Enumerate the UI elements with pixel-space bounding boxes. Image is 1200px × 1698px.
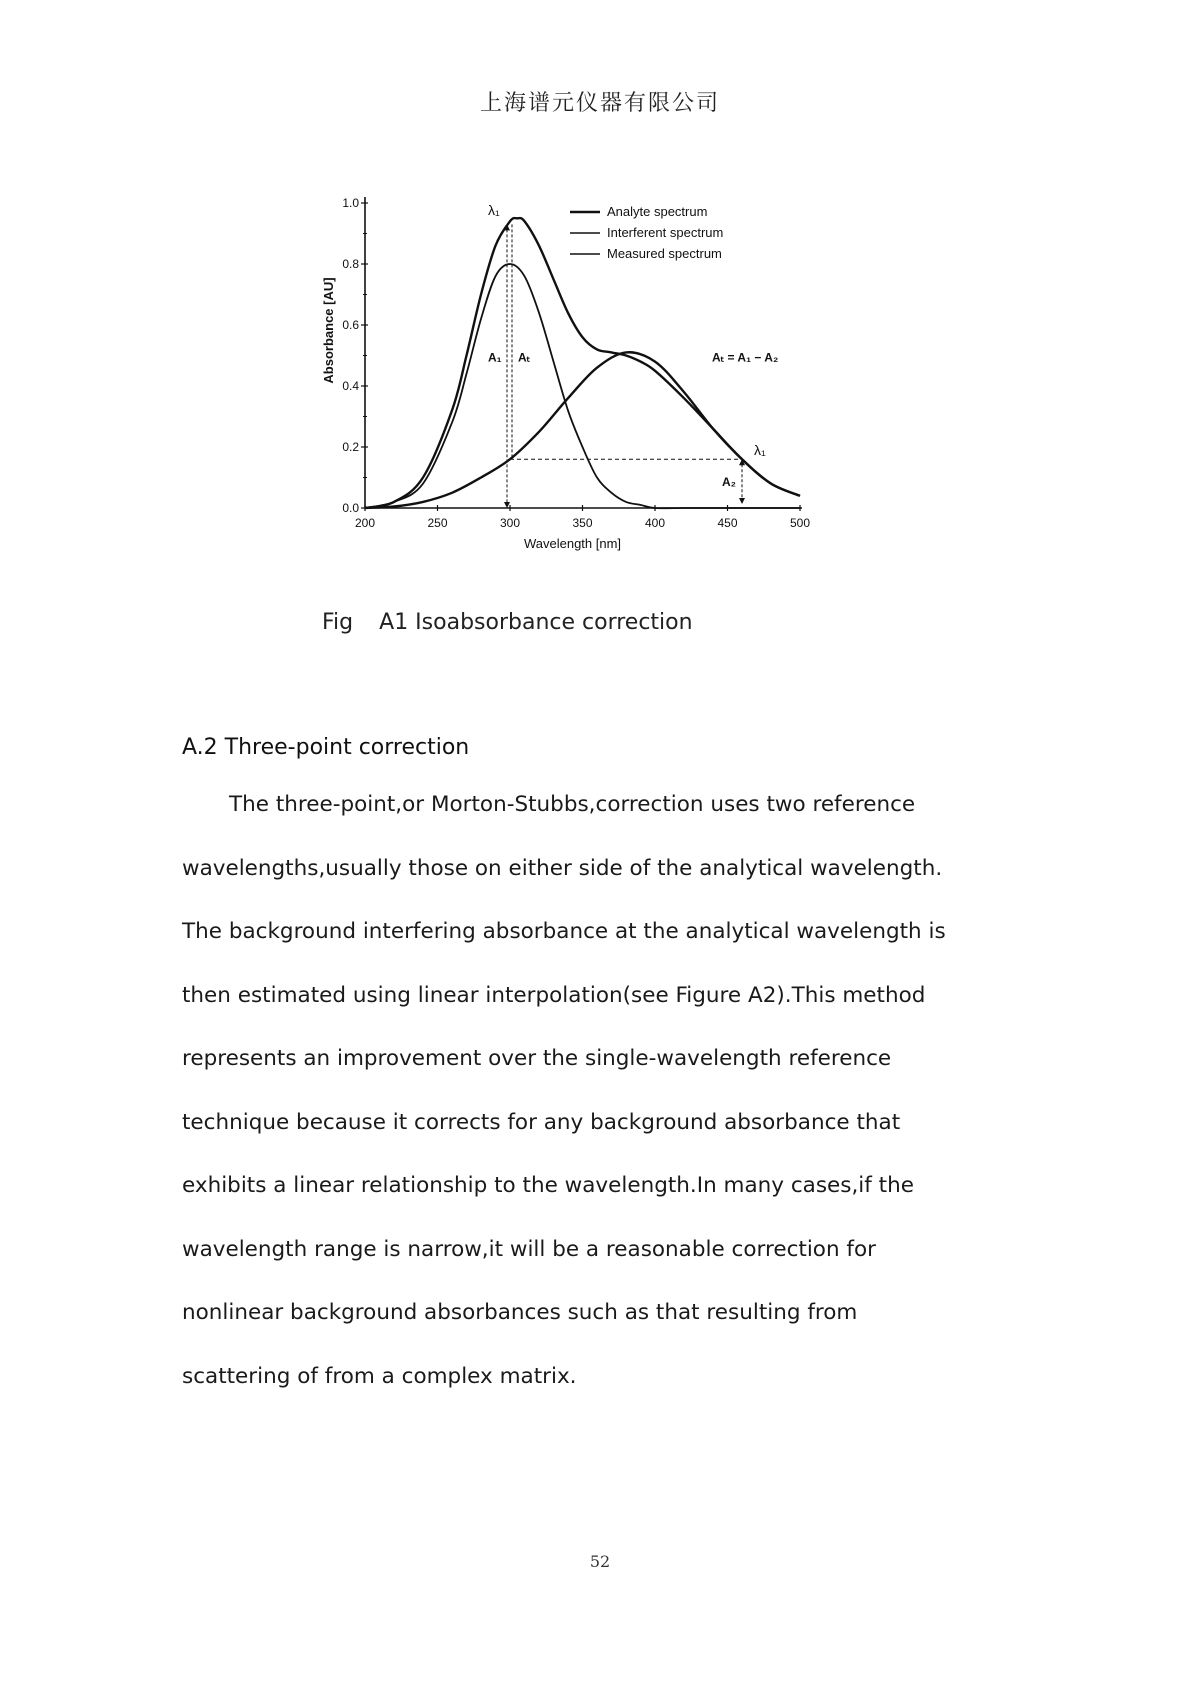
y-tick-label: 0.0 <box>342 501 359 515</box>
page-header-title: 上海谱元仪器有限公司 <box>479 91 720 116</box>
y-tick-label: 1.0 <box>342 196 359 210</box>
x-tick-label: 450 <box>717 516 738 530</box>
absorbance-chart <box>320 190 880 570</box>
figure-caption-text: A1 Isoabsorbance correction <box>379 610 693 635</box>
x-tick-label: 250 <box>427 516 448 530</box>
series-line-interferent-spectrum <box>365 264 800 508</box>
page-number: 52 <box>589 1552 611 1571</box>
paragraph-line: wavelengths,usually those on either side of the analytical wavelength. <box>182 855 943 881</box>
paragraph-line: exhibits a linear relationship to the wavelength.In many cases,if the <box>182 1173 914 1198</box>
y-tick-label: 0.8 <box>342 257 359 271</box>
legend-label: Interferent spectrum <box>607 225 724 240</box>
annotation-at: Aₜ <box>518 350 531 365</box>
legend-label: Measured spectrum <box>607 246 722 261</box>
paragraph-line: The background interfering absorbance at the analytical wavelength is <box>182 919 946 944</box>
y-axis-label: Absorbance [AU] <box>321 277 336 384</box>
x-tick-label: 500 <box>789 516 811 530</box>
x-tick-label: 200 <box>354 516 376 530</box>
paragraph-line: scattering of from a complex matrix. <box>182 1363 577 1389</box>
paragraph-line: technique because it corrects for any background absorbance that <box>182 1109 901 1135</box>
paragraph-line: The three-point,or Morton-Stubbs,correction uses two reference <box>229 792 916 817</box>
figure-caption <box>322 610 693 635</box>
paragraph-line: represents an improvement over the single-wavelength reference <box>182 1046 892 1071</box>
annotation-lambda-left: λ₁ <box>488 202 500 218</box>
y-tick-label: 0.4 <box>342 379 359 393</box>
section-heading: A.2 Three-point correction <box>182 735 470 760</box>
y-tick-label: 0.2 <box>342 440 359 454</box>
arrow-head <box>739 498 745 504</box>
annotation-lambda-right: λ₁ <box>754 442 766 459</box>
annotation-a1: A₁ <box>488 350 502 365</box>
paragraph-line: then estimated using linear interpolation(see Figure A2).This method <box>182 982 926 1008</box>
figure-caption-prefix: Fig <box>322 610 354 635</box>
x-tick-label: 400 <box>644 516 666 530</box>
x-axis-label: Wavelength [nm] <box>523 536 622 551</box>
paragraph-line: nonlinear background absorbances such as that resulting from <box>182 1300 858 1325</box>
legend-label: Analyte spectrum <box>607 204 708 219</box>
body-paragraph <box>182 790 1062 1425</box>
annotation-a2: A₂ <box>722 475 736 489</box>
figure-isoabsorbance <box>320 190 880 570</box>
arrow-head <box>504 502 510 508</box>
paragraph-line: wavelength range is narrow,it will be a reasonable correction for <box>182 1236 876 1262</box>
x-tick-label: 350 <box>572 516 593 530</box>
x-tick-label: 300 <box>499 516 521 530</box>
y-tick-label: 0.6 <box>342 318 359 332</box>
annotation-equation: Aₜ = A₁ − A₂ <box>712 350 779 365</box>
